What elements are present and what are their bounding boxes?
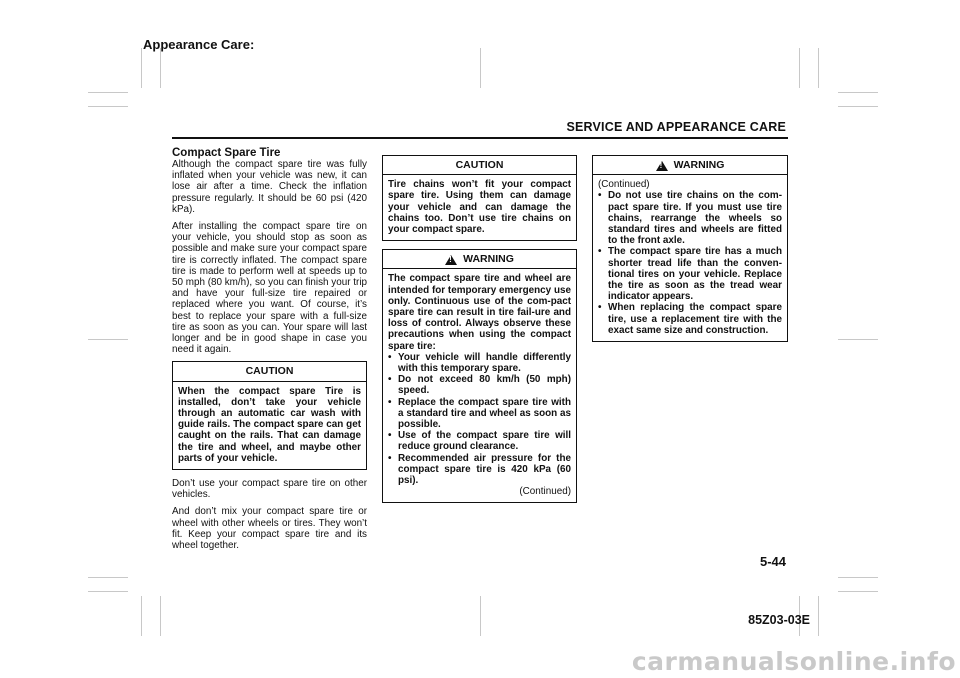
caution-title-text: CAUTION	[245, 365, 294, 378]
warning-box	[592, 155, 788, 342]
crop-mark	[88, 92, 128, 93]
warning-title	[593, 156, 787, 175]
list-item: • Use of the compact spare tire will reduce ground clearance.	[388, 430, 571, 452]
warning-body	[383, 269, 576, 502]
warning-title-text: WARNING	[463, 253, 514, 266]
list-item: • When replacing the compact spare tire, use a replacement tire with the exact same size and construction.	[598, 302, 782, 336]
document-code: 85Z03-03E	[748, 613, 810, 627]
list-item: • The compact spare tire has a much shorter tread life than the conven-tional tires on your vehicle. Replace the tire as soon as the tread wear indicator appears.	[598, 246, 782, 302]
section-heading: Compact Spare Tire	[172, 147, 281, 159]
crop-mark	[88, 106, 128, 107]
warning-body	[593, 175, 787, 341]
crop-mark	[480, 596, 481, 636]
warning-title-text: WARNING	[673, 159, 725, 171]
list-item: • Replace the compact spare tire with a standard tire and wheel as soon as possible.	[388, 397, 571, 431]
crop-mark	[160, 596, 161, 636]
crop-mark	[480, 48, 481, 88]
section-title: SERVICE AND APPEARANCE CARE	[566, 120, 786, 134]
header-rule	[172, 137, 788, 139]
running-header-left: Appearance Care:	[143, 37, 255, 52]
list-item: • Your vehicle will handle differently with this temporary spare.	[388, 352, 571, 374]
warning-list	[388, 352, 571, 486]
continued-note: (Continued)	[519, 486, 571, 498]
crop-mark	[141, 596, 142, 636]
continued-note: (Continued)	[598, 179, 650, 191]
crop-mark	[818, 48, 819, 88]
warning-box	[382, 249, 577, 503]
crop-mark	[799, 48, 800, 88]
column-1	[172, 147, 367, 557]
crop-mark	[88, 339, 128, 340]
warning-intro: The compact spare tire and wheel are intended for temporary emergency use only. Continuous use of the com-pact spare tire can result in tire fail-ure and loss of control. Always observe these precautions when using the compact spare tire:	[388, 273, 571, 352]
list-item: • Do not exceed 80 km/h (50 mph) speed.	[388, 374, 571, 396]
caution-box	[172, 361, 367, 470]
warning-triangle-icon	[656, 161, 668, 171]
page-number: 5-44	[759, 554, 786, 569]
crop-mark	[838, 106, 878, 107]
paragraph: After installing the compact spare tire on your vehicle, you should stop as soon as possible and make sure your compact spare tire is correctly inflated. The compact spare tire is made to perform well at speeds up to 50 mph (80 km/h), so you can finish your trip and have your full-size tire repaired or replaced where you want. Of course, it’s best to replace your spare with a full-size tire as soon as you can. Your spare will last longer and be in good shape in case you need it again.	[172, 221, 367, 356]
column-3	[592, 155, 788, 350]
crop-mark	[838, 591, 878, 592]
crop-mark	[838, 92, 878, 93]
warning-title	[383, 250, 576, 269]
paragraph: And don’t mix your compact spare tire or wheel with other wheels or tires. They won’t fit. Keep your compact spare tire and its wheel together.	[172, 506, 367, 552]
crop-mark	[141, 48, 142, 88]
column-2	[382, 155, 577, 511]
crop-mark	[838, 339, 878, 340]
crop-mark	[88, 577, 128, 578]
caution-box	[382, 155, 577, 241]
paragraph: Don’t use your compact spare tire on other vehicles.	[172, 478, 367, 501]
list-item: • Recommended air pressure for the compact spare tire is 420 kPa (60 psi).	[388, 453, 571, 487]
caution-title	[383, 156, 576, 175]
caution-body: When the compact spare Tire is installed, don’t take your vehicle through an automatic car wash with guide rails. The compact spare can get caught on the rails. That can damage the tire and wheel, and maybe other parts of your vehicle.	[178, 385, 361, 464]
list-item: • Do not use tire chains on the com-pact spare tire. If you must use tire chains, rearrange the wheels so standard tires and wheels are fitted to the front axle.	[598, 190, 782, 246]
warning-list	[598, 190, 782, 336]
crop-mark	[88, 591, 128, 592]
caution-body: Tire chains won’t fit your compact spare tire. Using them can damage your vehicle and can damage the chains too. Don’t use tire chains on your compact spare.	[388, 179, 571, 236]
caution-title	[173, 362, 366, 381]
caution-title-text: CAUTION	[455, 159, 504, 171]
warning-triangle-icon	[445, 255, 457, 265]
crop-mark	[818, 596, 819, 636]
paragraph: Although the compact spare tire was fully inflated when your vehicle was new, it can lose air after a time. Check the inflation pressure regularly. It should be 60 psi (420 kPa).	[172, 159, 367, 215]
crop-mark	[838, 577, 878, 578]
crop-mark	[160, 48, 161, 88]
watermark: carmanualsonline.info	[631, 647, 956, 676]
